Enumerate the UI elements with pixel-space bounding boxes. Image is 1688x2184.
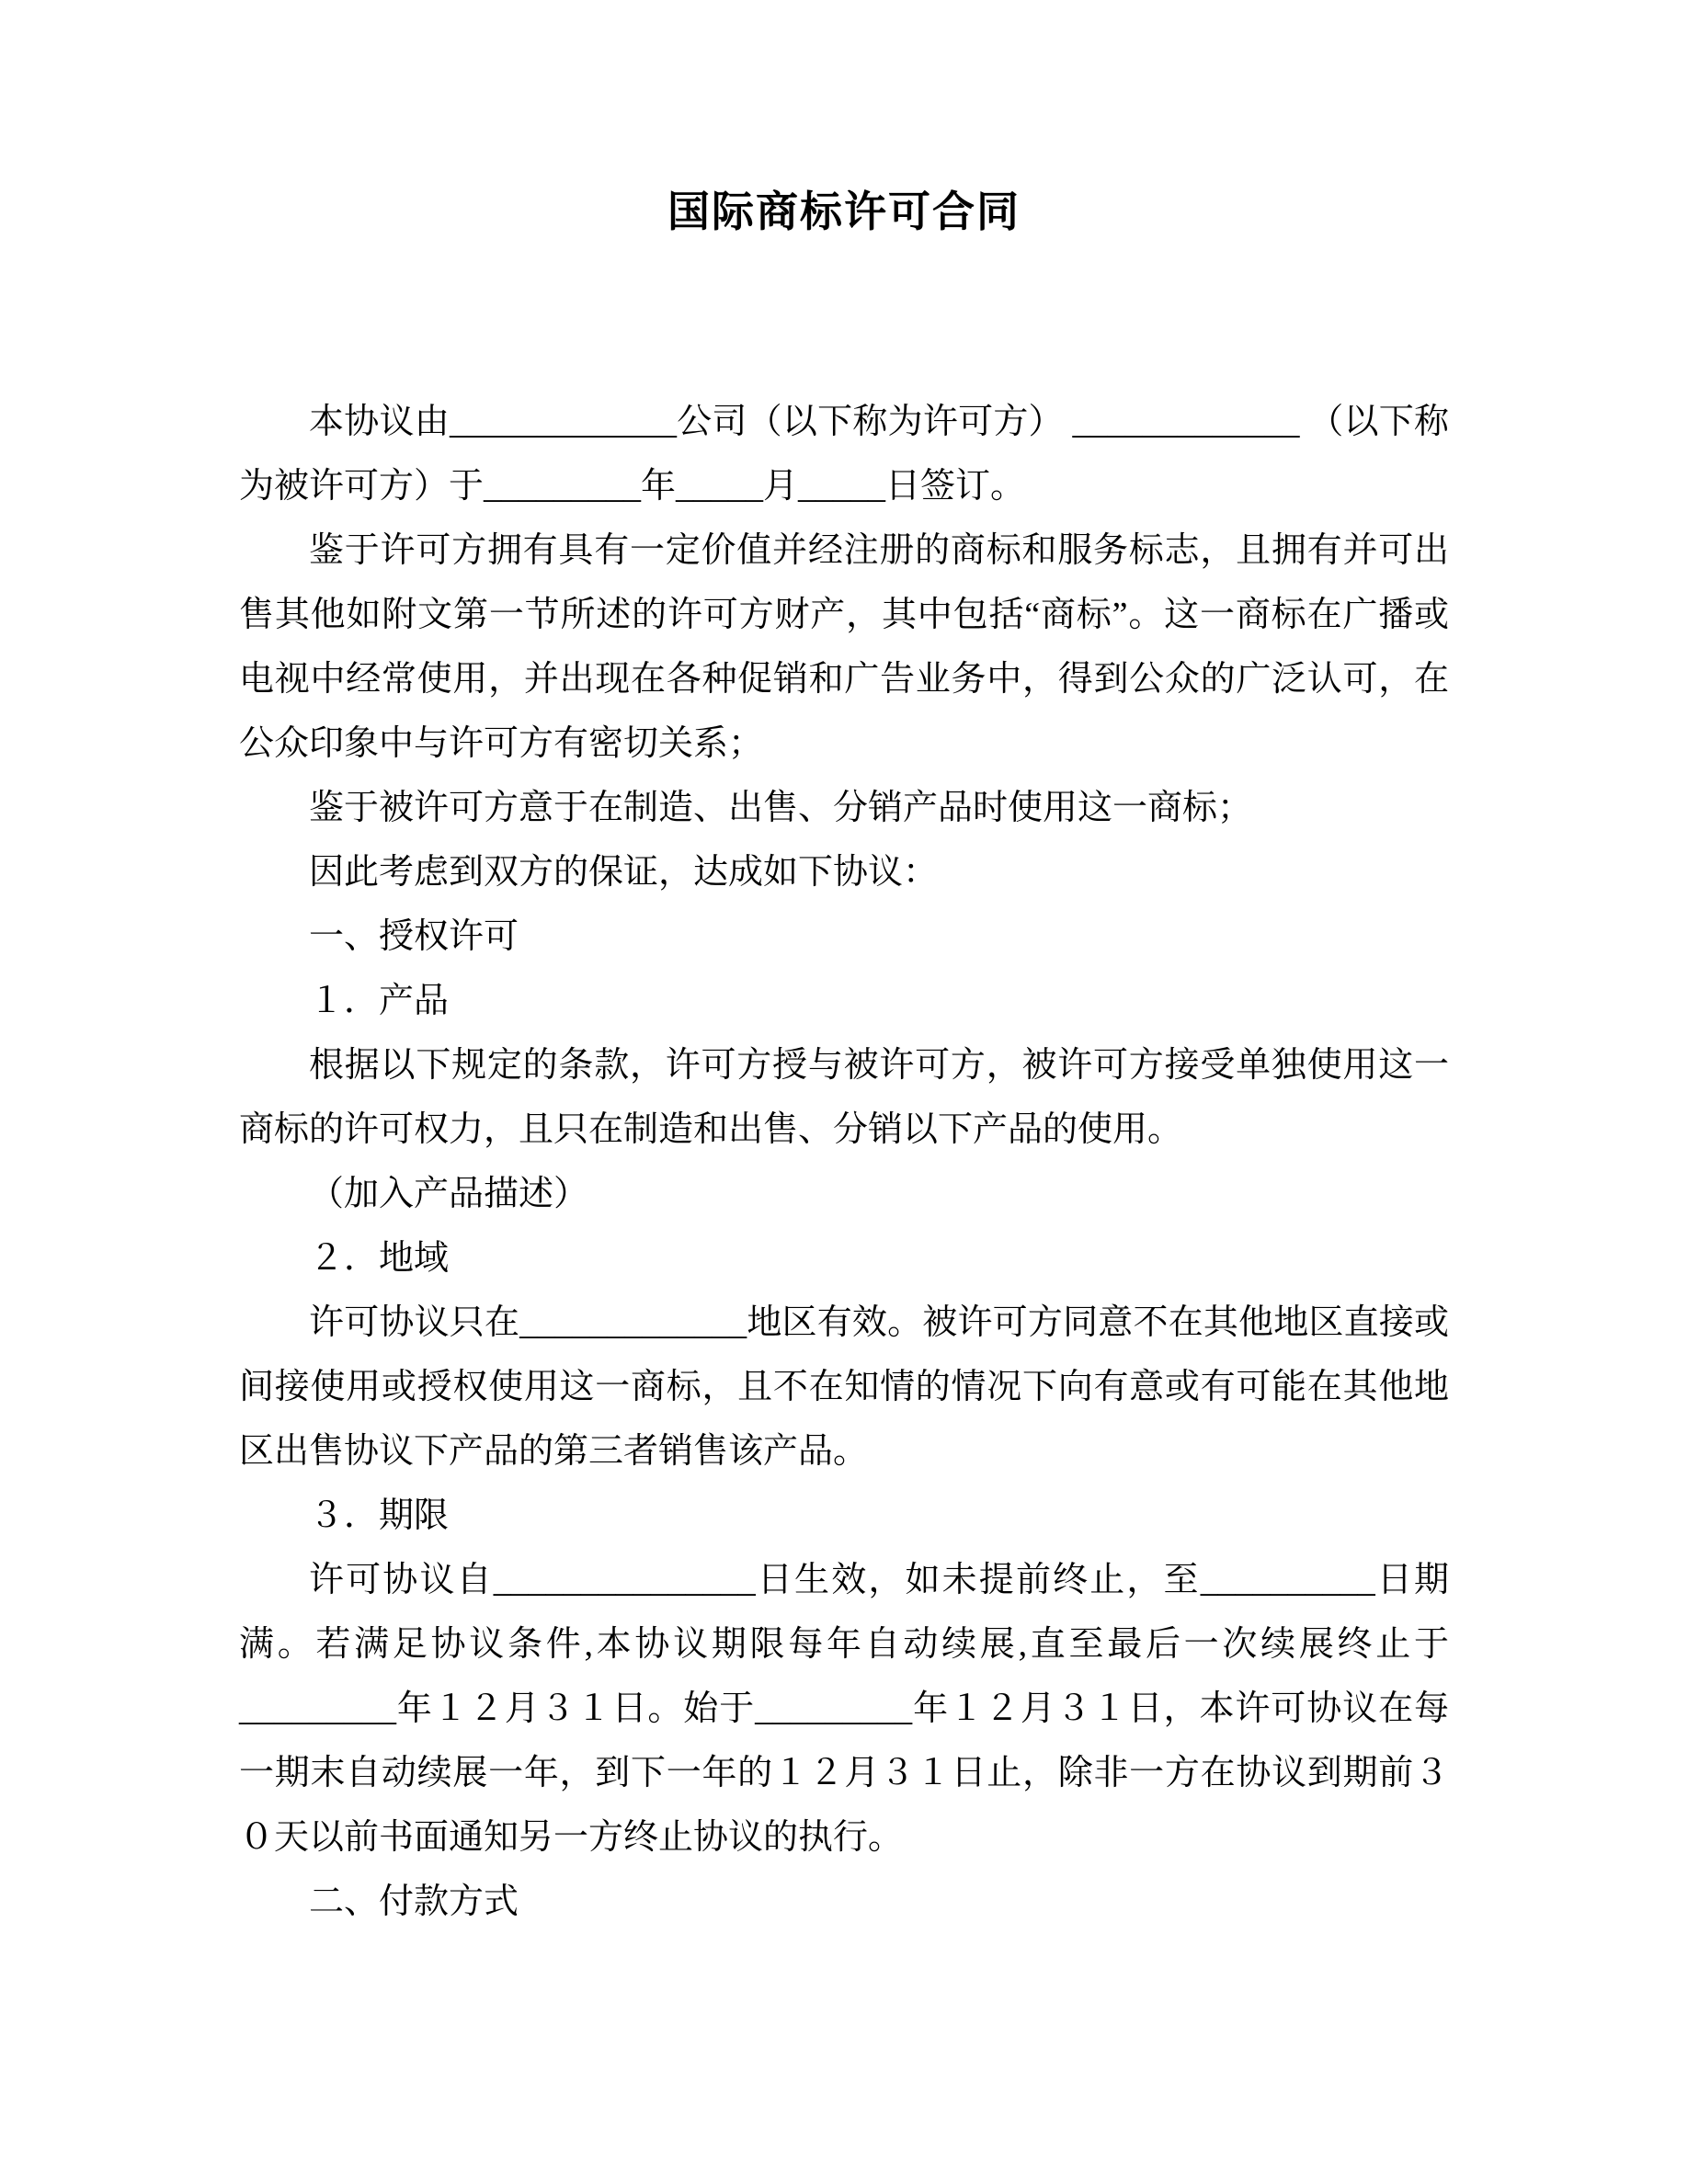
- paragraph-product-grant: 根据以下规定的条款，许可方授与被许可方，被许可方接受单独使用这一商标的许可权力，且只在制造和出售、分销以下产品的使用。: [239, 1046, 1449, 1149]
- paragraph-parties-and-date: 本协议由_____________公司（以下称为许可方） _____________ （以下称为被许可方）于_________年_____月_____日签订。: [239, 403, 1449, 506]
- document-body: [239, 390, 1449, 1934]
- heading-item-2-territory: ２．地域: [309, 1239, 450, 1278]
- document-title: 国际商标许可合同: [667, 188, 1021, 235]
- heading-section-2-payment: 二、付款方式: [309, 1883, 519, 1921]
- paragraph-term-renewal: 许可协议自_______________日生效，如未提前终止，至__________日期满。若满足协议条件,本协议期限每年自动续展,直至最后一次续展终止于_________年１２月３１日。始于_________年１２月３１日，本许可协议在每一期末自动续展一年，到下一年的１２月３１日止，除非一方在协议到期前３０天以前书面通知另一方终止协议的执行。: [239, 1561, 1449, 1857]
- paragraph-consideration: 因此考虑到双方的保证，达成如下协议：: [309, 853, 939, 892]
- heading-section-1-license-grant: 一、授权许可: [309, 917, 519, 956]
- paragraph-product-description-note: （加入产品描述）: [309, 1175, 589, 1213]
- paragraph-whereas-licensor: 鉴于许可方拥有具有一定价值并经注册的商标和服务标志，且拥有并可出售其他如附文第一节所述的许可方财产，其中包括“商标”。这一商标在广播或电视中经常使用，并出现在各种促销和广告业务中，得到公众的广泛认可，在公众印象中与许可方有密切关系；: [239, 531, 1449, 763]
- paragraph-whereas-licensee: 鉴于被许可方意于在制造、出售、分销产品时使用这一商标；: [309, 789, 1253, 827]
- heading-item-1-product: １．产品: [309, 982, 450, 1020]
- heading-item-3-term: ３．期限: [309, 1496, 450, 1535]
- paragraph-territory-terms: 许可协议只在_____________地区有效。被许可方同意不在其他地区直接或间接使用或授权使用这一商标，且不在知情的情况下向有意或有可能在其他地区出售协议下产品的第三者销售该产品。: [239, 1303, 1449, 1471]
